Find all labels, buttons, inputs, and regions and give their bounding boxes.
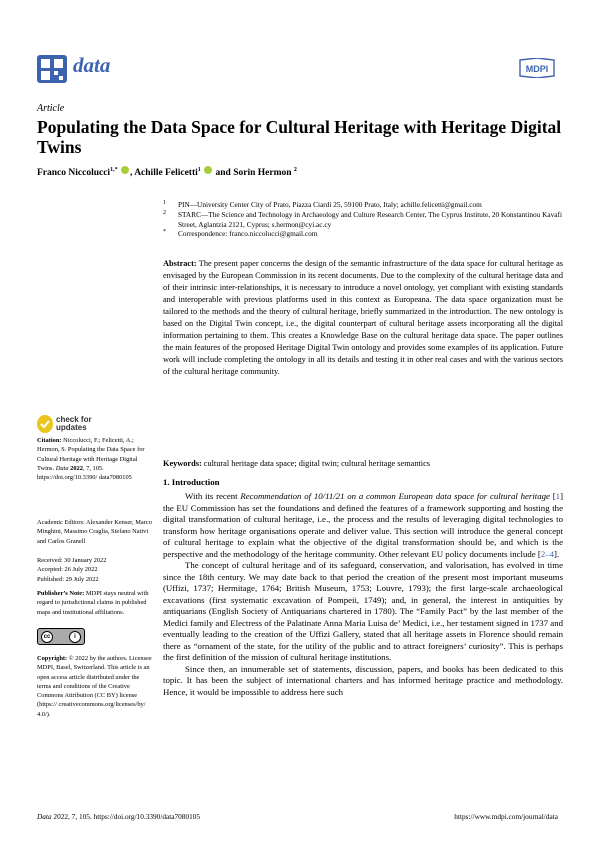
abstract-text: The present paper concerns the design of the semantic infrastructure of the data space for cultural heritage as envisaged by the European Commission in its recent documents. Due to the complexity of the cultural heritage data and of their intrinsic inter-relationships, it is necessary to introduce a novel ontology, yet compliant with existing standards and interoperable with previous platforms used in this context as Europeana. The data space organization must be tailored to the methods and the theory of cultural heritage, briefly summarized in the introduction. The new ontology is based on the Digital Twin concept, i.e., the digital counterpart of cultural heritage assets incorporating all the digital information pertaining to them. This creates a Knowledge Base on the cultural heritage data space. The paper outlines the main features of the proposed Heritage Digital Twin ontology and provides some examples of its application. Future work will include completing the ontology in all its details and testing it in other real cases and with the various sectors of the cultural heritage community.: [163, 259, 563, 376]
citation-link[interactable]: 1: [555, 491, 561, 501]
article-title: Populating the Data Space for Cultural Heritage with Heritage Digital Twins: [37, 117, 562, 157]
journal-logo-icon: [37, 55, 67, 83]
affiliations: [163, 200, 563, 239]
paragraph: Since then, an innumerable set of statements, discussion, papers, and books has been dedicated to this topic. It has been the subject of international charters and has informed heritage practice and methodology. Hence, it would be impossible to address here such: [163, 663, 563, 697]
keywords-text: cultural heritage data space; digital twin; cultural heritage semantics: [203, 459, 431, 468]
received-date: Received: 30 January 2022: [37, 557, 107, 564]
orcid-icon[interactable]: [204, 166, 212, 174]
body-text: [163, 491, 563, 698]
footer-journal-url[interactable]: https://www.mdpi.com/journal/data: [454, 812, 558, 821]
dates-block: [37, 556, 155, 584]
affiliation-item: 1 PIN—University Center City of Prato, Piazza Ciardi 25, 59100 Prato, Italy; achille.felicetti@gmail.com: [163, 200, 482, 209]
paragraph: With its recent Recommendation of 10/11/21 on a common European data space for cultural heritage [1] the EU Commission has set the foundations and defined the features of a framework supporting and hosting the digital transformation of cultural heritage, i.e., the process and the results of leveraging digital technologies to transform how heritage organisations operate and deliver value. This section will introduce the general concept of cultural heritage to explain what the objective of the digital transformation should be, and which is the perspective and the methodology of the heritage community. Other relevant EU policy documents include [2–4].: [163, 491, 563, 559]
keywords-label: Keywords:: [163, 459, 202, 468]
citation-block: Citation: Niccolucci, F.; Felicetti, A.; Hermon, S. Populating the Data Space for Cultural Heritage with Heritage Digital Twins. Data 2022, 7, 105. https://doi.org/10.3390/ data7080105: [37, 437, 145, 482]
author-name: Sorin Hermon: [233, 168, 292, 178]
author-name: Franco Niccolucci: [37, 168, 111, 178]
keywords: [163, 458, 563, 470]
published-date: Published: 29 July 2022: [37, 575, 99, 583]
publisher-note: Publisher’s Note: MDPI stays neutral with regard to jurisdictional claims in published maps and institutional affiliations.: [37, 590, 149, 616]
citation-link[interactable]: 2–4: [540, 548, 555, 559]
cc-by-license-icon[interactable]: cc i: [37, 628, 85, 645]
check-for-updates-button[interactable]: check for updates: [37, 415, 122, 437]
author-affiliation-mark: 2: [293, 166, 297, 173]
author-name: Achille Felicetti: [134, 168, 198, 178]
journal-name: data: [73, 53, 111, 77]
publisher-logo: [517, 58, 557, 78]
check-updates-icon: [37, 415, 53, 433]
copyright-block: Copyright: © 2022 by the authors. Licensee MDPI, Basel, Switzerland. This article is an open access article distributed under the terms and conditions of the Creative Commons Attribution (CC BY) license (https:// creativecommons.org/licenses/by/ 4.0/).: [37, 655, 152, 718]
publisher-name: MDPI: [525, 64, 549, 74]
orcid-icon[interactable]: [121, 166, 129, 174]
author-separator: and: [213, 168, 234, 178]
article-type: Article: [37, 103, 65, 114]
correspondence: * Correspondence: franco.niccolucci@gmail.com: [163, 229, 318, 239]
abstract: [163, 258, 563, 378]
paragraph: The concept of cultural heritage and of its safeguard, conservation, and valorisation, has evolved in time since the 18th century. We may date back to that period the creation of the present most important museums (Uffizi, 1737; Hermitage, 1764; British Museum, 1753; Louvre, 1793); the first large-scale archaeological excavations (first systematic excavation of Pompeii, 1749); and, in general, the interest in antiquities by antiquarians (English Society of Antiquarians chartered in 1780). The “Family Pact” by the last member of the Medici family and Electress of the Palatinate Anna Maria Luisa de’ Medici, i.e., her testament signed in 1737 and eventually leading to the creation of the Uffizi Gallery, stated that all heritage assets in Florence should remain there as “ornament of the state, for the utility of the public and to attract foreigners’ curiosity”. This is perhaps the first definition of the mission of cultural heritage institutions.: [163, 560, 563, 662]
section-heading: 1. Introduction: [163, 477, 220, 487]
author-affiliation-mark: 1: [197, 166, 201, 173]
footer-citation: Data 2022, 7, 105. https://doi.org/10.3390/data7080105: [37, 812, 201, 821]
author-separator: ,: [129, 168, 135, 178]
abstract-label: Abstract:: [163, 259, 197, 268]
academic-editors: Academic Editors: Alexander Kenser, Marco Minghini, Massimo Craglia, Stefano Nativi and Carlos Granell: [37, 519, 152, 545]
author-affiliation-mark: 1,*: [110, 166, 118, 173]
author-list: [37, 166, 297, 178]
accepted-date: Accepted: 26 July 2022: [37, 566, 98, 574]
affiliation-item: 2 STARC—The Science and Technology in Archaeology and Culture Research Center, The Cyprus Institute, 20 Konstantinou Kavafi Street, Aglantzia 2121, Cyprus; s.hermon@cyi.ac.cy: [163, 209, 562, 229]
